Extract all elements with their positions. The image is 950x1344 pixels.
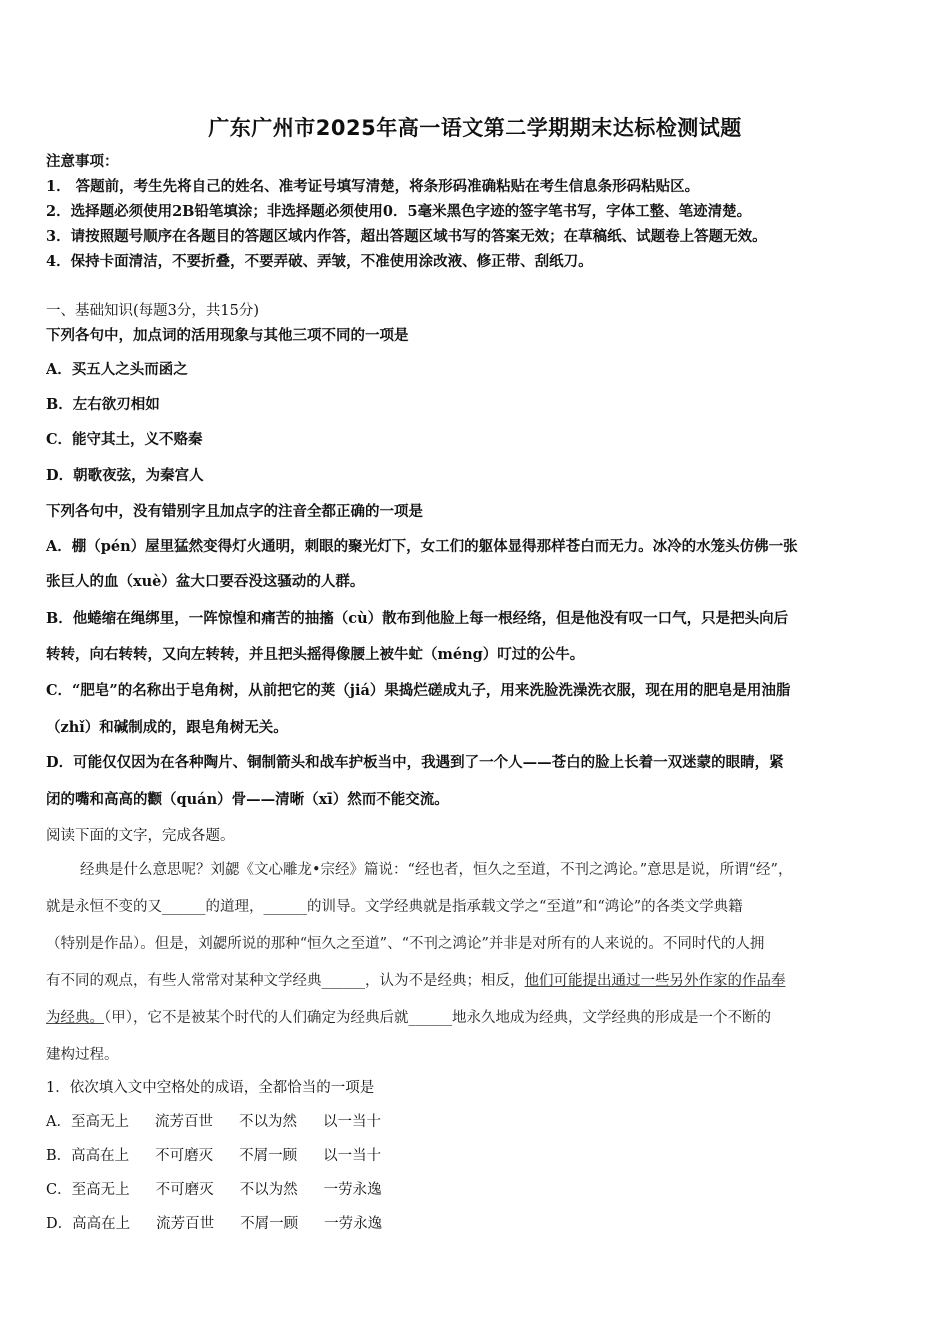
option-word: 不屑一顾 (240, 1216, 299, 1232)
option-word: 以一当十 (322, 1114, 381, 1130)
option-word: 至高无上 (71, 1182, 130, 1198)
notice-item: 1． 答题前，考生先将自己的姓名、准考证号填写清楚，将条形码准确粘贴在考生信息条形码粘贴区。 (46, 178, 700, 195)
option-d-line1: D．可能仅仅因为在各种陶片、铜制箭头和战车护板当中，我遇到了一个人——苍白的脸上长着一双迷蒙的眼睛，紧 (46, 754, 784, 771)
passage-line: 就是永恒不变的又______的道理，______的训导。文学经典就是指承载文学之“至道”和“鸿论”的各类文学典籍 (46, 899, 743, 915)
question-stem: 下列各句中，加点词的活用现象与其他三项不同的一项是 (46, 327, 409, 344)
option-a-line2: 张巨人的血（xuè）盆大口要吞没这骚动的人群。 (46, 573, 365, 590)
option-word: 至高无上 (70, 1114, 129, 1130)
option-d: D．朝歌夜弦，为秦宫人 (46, 467, 204, 484)
option-c (46, 1180, 910, 1200)
notice-heading: 注意事项： (46, 153, 119, 170)
option-word: 一劳永逸 (324, 1216, 383, 1232)
option-b (46, 1146, 910, 1166)
passage-text: 有不同的观点，有些人常常对某种文学经典______，认为不是经典；相反， (46, 973, 525, 989)
option-word: 以一当十 (323, 1148, 382, 1164)
option-a-line1: A．棚（pén）屋里猛然变得灯火通明，刺眼的聚光灯下，女工们的躯体显得那样苍白而无力。冰冷的水笼头仿佛一张 (46, 538, 798, 555)
option-word: 高高在上 (72, 1216, 131, 1232)
option-word: 不可磨灭 (155, 1148, 214, 1164)
option-d (46, 1214, 910, 1234)
section-heading: 一、基础知识(每题3分，共15分) (46, 303, 259, 319)
option-a: A．买五人之头而函之 (46, 361, 188, 378)
passage-line: 建构过程。 (46, 1047, 119, 1063)
option-word: 不以为然 (238, 1114, 297, 1130)
option-a (46, 1112, 910, 1132)
option-label: A． (46, 1114, 71, 1130)
option-word: 不以为然 (239, 1182, 298, 1198)
underlined-sentence: 他们可能提出通过一些另外作家的作品奉 (524, 973, 786, 989)
option-label: C． (46, 1182, 72, 1198)
option-b: B．左右欲刃相如 (46, 396, 160, 413)
passage-line: （特别是作品）。但是，刘勰所说的那种“恒久之至道”、“不刊之鸿论”并非是对所有的人来说的。不同时代的人拥 (46, 936, 765, 952)
passage-line (46, 971, 910, 991)
passage-line (46, 1008, 910, 1028)
option-c: C．能守其土，义不赂秦 (46, 431, 203, 448)
notice-item: 4．保持卡面清洁，不要折叠，不要弄破、弄皱，不准使用涂改液、修正带、刮纸刀。 (46, 253, 593, 270)
reading-intro: 阅读下面的文字，完成各题。 (46, 828, 235, 844)
page-title: 广东广州市2025年高一语文第二学期期末达标检测试题 (208, 116, 742, 140)
option-c-line2: （zhǐ）和碱制成的，跟皂角树无关。 (46, 719, 288, 736)
passage-text: （甲），它不是被某个时代的人们确定为经典后就______地永久地成为经典，文学经典的形成是一个不断的 (104, 1010, 771, 1026)
notice-item: 3．请按照题号顺序在各题目的答题区域内作答，超出答题区域书写的答案无效；在草稿纸、试题卷上答题无效。 (46, 228, 767, 245)
notice-item: 2．选择题必须使用2B铅笔填涂；非选择题必须使用0．5毫米黑色字迹的签字笔书写，字体工整、笔迹清楚。 (46, 203, 752, 220)
option-word: 流芳百世 (156, 1216, 215, 1232)
passage-line: 经典是什么意思呢？刘勰《文心雕龙•宗经》篇说：“经也者，恒久之至道，不刊之鸿论。”意思是说，所谓“经”， (80, 862, 793, 878)
option-c-line1: C．“肥皂”的名称出于皂角树，从前把它的荚（jiá）果捣烂磋成丸子，用来洗脸洗澡洗衣服，现在用的肥皂是用油脂 (46, 682, 791, 699)
question-stem: 下列各句中，没有错别字且加点字的注音全都正确的一项是 (46, 503, 423, 520)
option-d-line2: 闭的嘴和高高的颧（quán）骨——清晰（xī）然而不能交流。 (46, 791, 449, 808)
underlined-sentence: 为经典。 (46, 1010, 104, 1026)
option-word: 不可磨灭 (155, 1182, 214, 1198)
question-stem: 1．依次填入文中空格处的成语，全都恰当的一项是 (46, 1080, 375, 1096)
option-b-line2: 转转，向右转转，又向左转转，并且把头摇得像腰上被牛虻（méng）叮过的公牛。 (46, 646, 585, 663)
option-label: D． (46, 1216, 73, 1232)
option-word: 流芳百世 (154, 1114, 213, 1130)
option-word: 一劳永逸 (323, 1182, 382, 1198)
option-word: 不屑一顾 (239, 1148, 298, 1164)
option-b-line1: B．他蜷缩在绳绑里，一阵惊惶和痛苦的抽搐（cù）散布到他脸上每一根经络，但是他没有叹一口气，只是把头向后 (46, 610, 789, 627)
option-word: 高高在上 (71, 1148, 130, 1164)
option-label: B． (46, 1148, 72, 1164)
